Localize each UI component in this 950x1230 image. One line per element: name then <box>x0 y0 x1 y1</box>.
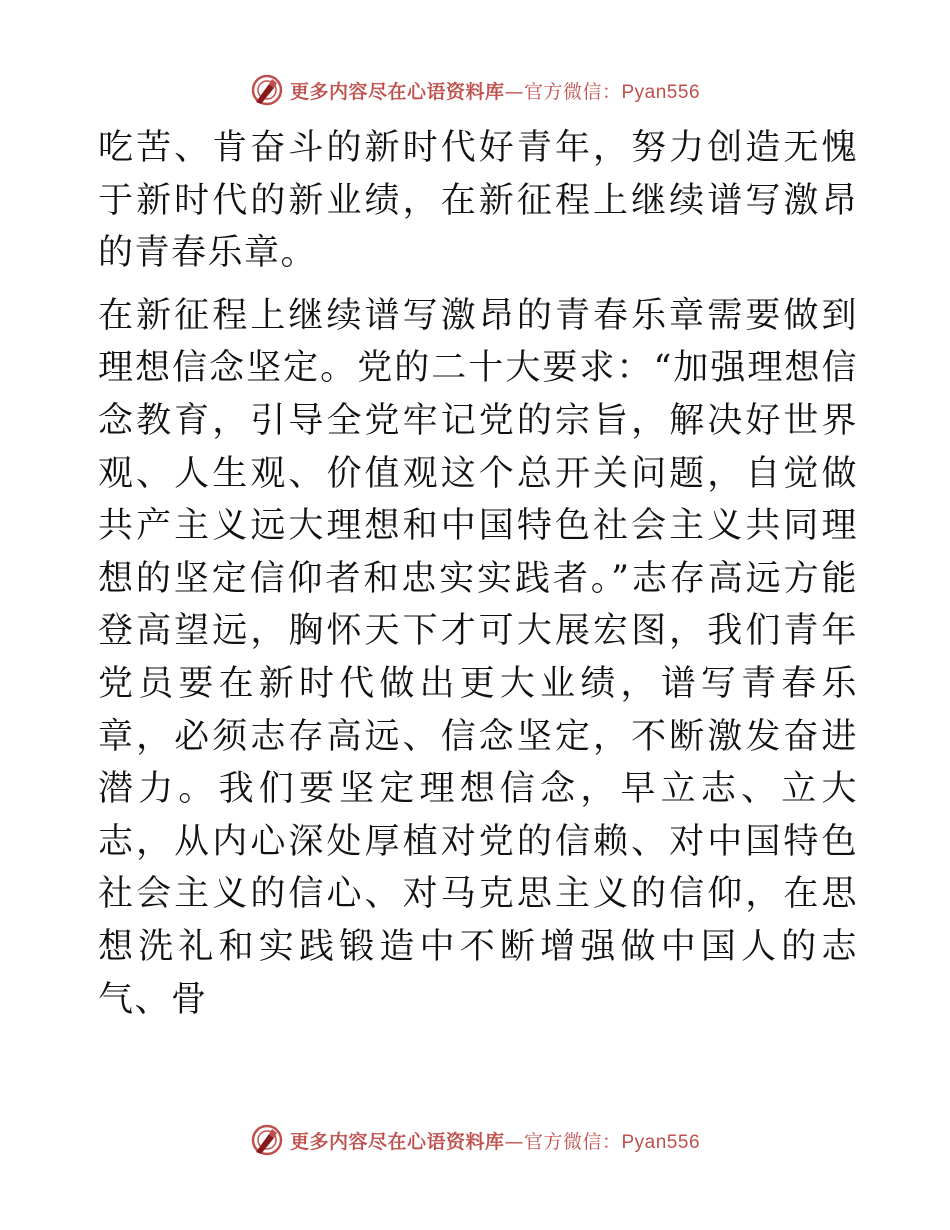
footer-banner <box>0 1120 950 1160</box>
header-banner-wechat-id: Pyan556 <box>621 81 701 103</box>
header-banner-wechat-label: —官方微信： <box>504 80 622 103</box>
header-banner <box>0 70 950 110</box>
footer-banner-wechat-id: Pyan556 <box>621 1131 701 1153</box>
paragraph-1: 吃苦、肯奋斗的新时代好青年，努力创造无愧于新时代的新业绩，在新征程上继续谱写激昂的青春乐章。 <box>98 128 858 274</box>
pen-circle-icon <box>250 1123 284 1157</box>
header-banner-text <box>290 77 700 104</box>
footer-banner-text <box>290 1127 700 1154</box>
pen-circle-icon <box>250 73 284 107</box>
footer-banner-title: 更多内容尽在心语资料库 <box>289 1130 505 1153</box>
paragraph-2: 在新征程上继续谱写激昂的青春乐章需要做到理想信念坚定。党的二十大要求：“加强理想信念教育，引导全党牢记党的宗旨，解决好世界观、人生观、价值观这个总开关问题，自觉做共产主义远大理想和中国特色社会主义共同理想的坚定信仰者和忠实实践者。”志存高远方能登高望远，胸怀天下才可大展宏图，我们青年党员要在新时代做出更大业绩，谱写青春乐章，必须志存高远、信念坚定，不断激发奋进潜力。我们要坚定理想信念，早立志、立大志，从内心深处厚植对党的信赖、对中国特色社会主义的信心、对马克思主义的信仰，在思想洗礼和实践锻造中不断增强做中国人的志气、骨 <box>98 295 858 1020</box>
document-body <box>98 122 858 1026</box>
header-banner-title: 更多内容尽在心语资料库 <box>289 80 505 103</box>
footer-banner-wechat-label: —官方微信： <box>504 1130 622 1153</box>
